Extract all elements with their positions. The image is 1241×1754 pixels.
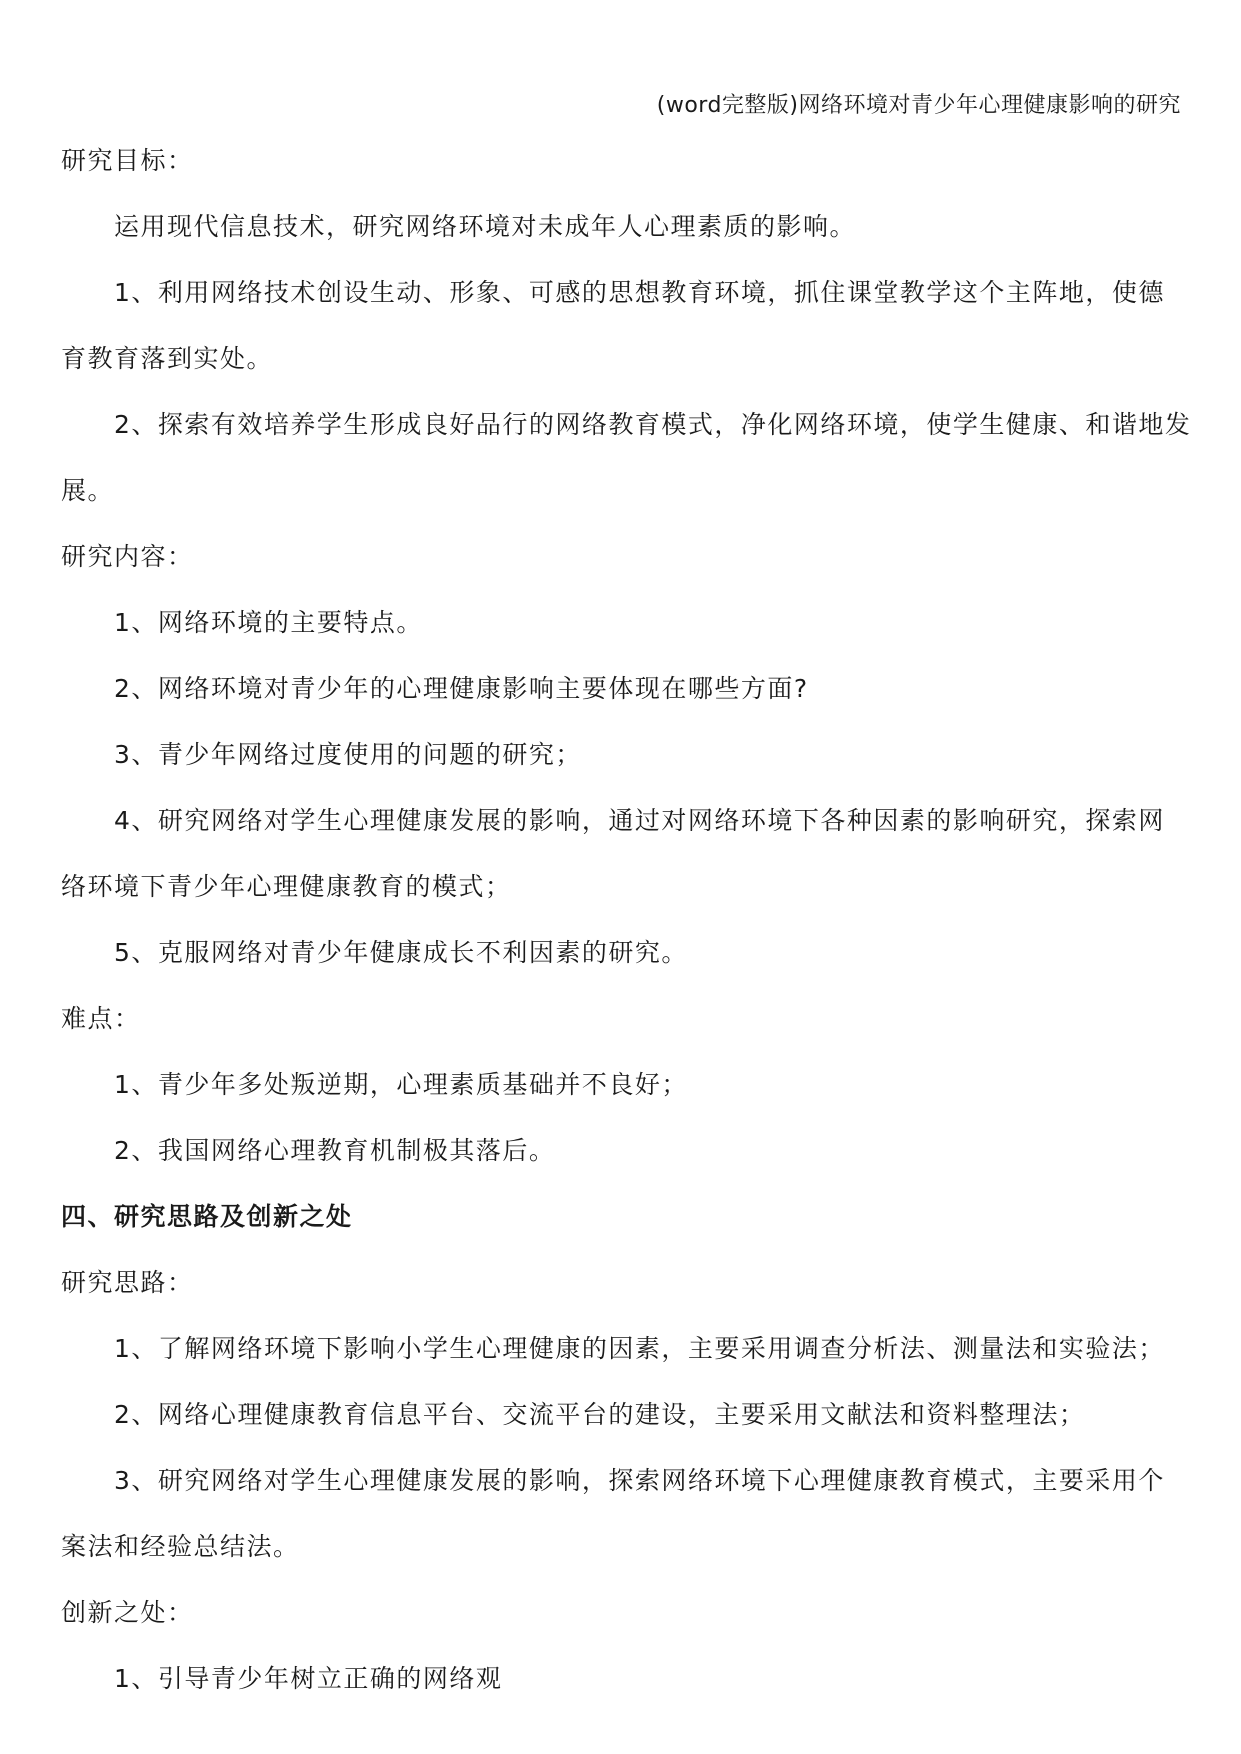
section-label-innovations: 创新之处：: [61, 1598, 194, 1627]
list-item: 2、网络环境对青少年的心理健康影响主要体现在哪些方面?: [114, 674, 809, 703]
document-body: [61, 128, 1192, 1712]
list-item: 3、研究网络对学生心理健康发展的影响，探索网络环境下心理健康教育模式，主要采用个: [114, 1466, 1165, 1495]
paragraph-line: 运用现代信息技术，研究网络环境对未成年人心理素质的影响。: [114, 212, 857, 241]
section-label-research-content: 研究内容：: [61, 542, 194, 571]
section-heading: 四、研究思路及创新之处: [61, 1202, 353, 1231]
paragraph-line: 1、利用网络技术创设生动、形象、可感的思想教育环境，抓住课堂教学这个主阵地，使德: [114, 278, 1165, 307]
page-header-title: (word完整版)网络环境对青少年心理健康影响的研究: [656, 93, 1181, 118]
paragraph-line: 育教育落到实处。: [61, 344, 274, 373]
section-label-research-goals: 研究目标：: [61, 146, 194, 175]
list-item: 3、青少年网络过度使用的问题的研究；: [114, 740, 582, 769]
list-item: 2、网络心理健康教育信息平台、交流平台的建设，主要采用文献法和资料整理法；: [114, 1400, 1086, 1429]
list-item: 2、我国网络心理教育机制极其落后。: [114, 1136, 556, 1165]
paragraph-line: 案法和经验总结法。: [61, 1532, 300, 1561]
list-item: 4、研究网络对学生心理健康发展的影响，通过对网络环境下各种因素的影响研究，探索网: [114, 806, 1165, 835]
paragraph-line: 展。: [61, 476, 115, 505]
list-item: 1、青少年多处叛逆期，心理素质基础并不良好；: [114, 1070, 688, 1099]
paragraph-line: 络环境下青少年心理健康教育的模式；: [61, 872, 512, 901]
paragraph-line: 2、探索有效培养学生形成良好品行的网络教育模式，净化网络环境，使学生健康、和谐地发: [114, 410, 1192, 439]
list-item: 5、克服网络对青少年健康成长不利因素的研究。: [114, 938, 688, 967]
section-label-difficulties: 难点：: [61, 1004, 141, 1033]
list-item: 1、引导青少年树立正确的网络观: [114, 1664, 503, 1693]
list-item: 1、了解网络环境下影响小学生心理健康的因素，主要采用调查分析法、测量法和实验法；: [114, 1334, 1165, 1363]
list-item: 1、网络环境的主要特点。: [114, 608, 423, 637]
section-label-research-approach: 研究思路：: [61, 1268, 194, 1297]
